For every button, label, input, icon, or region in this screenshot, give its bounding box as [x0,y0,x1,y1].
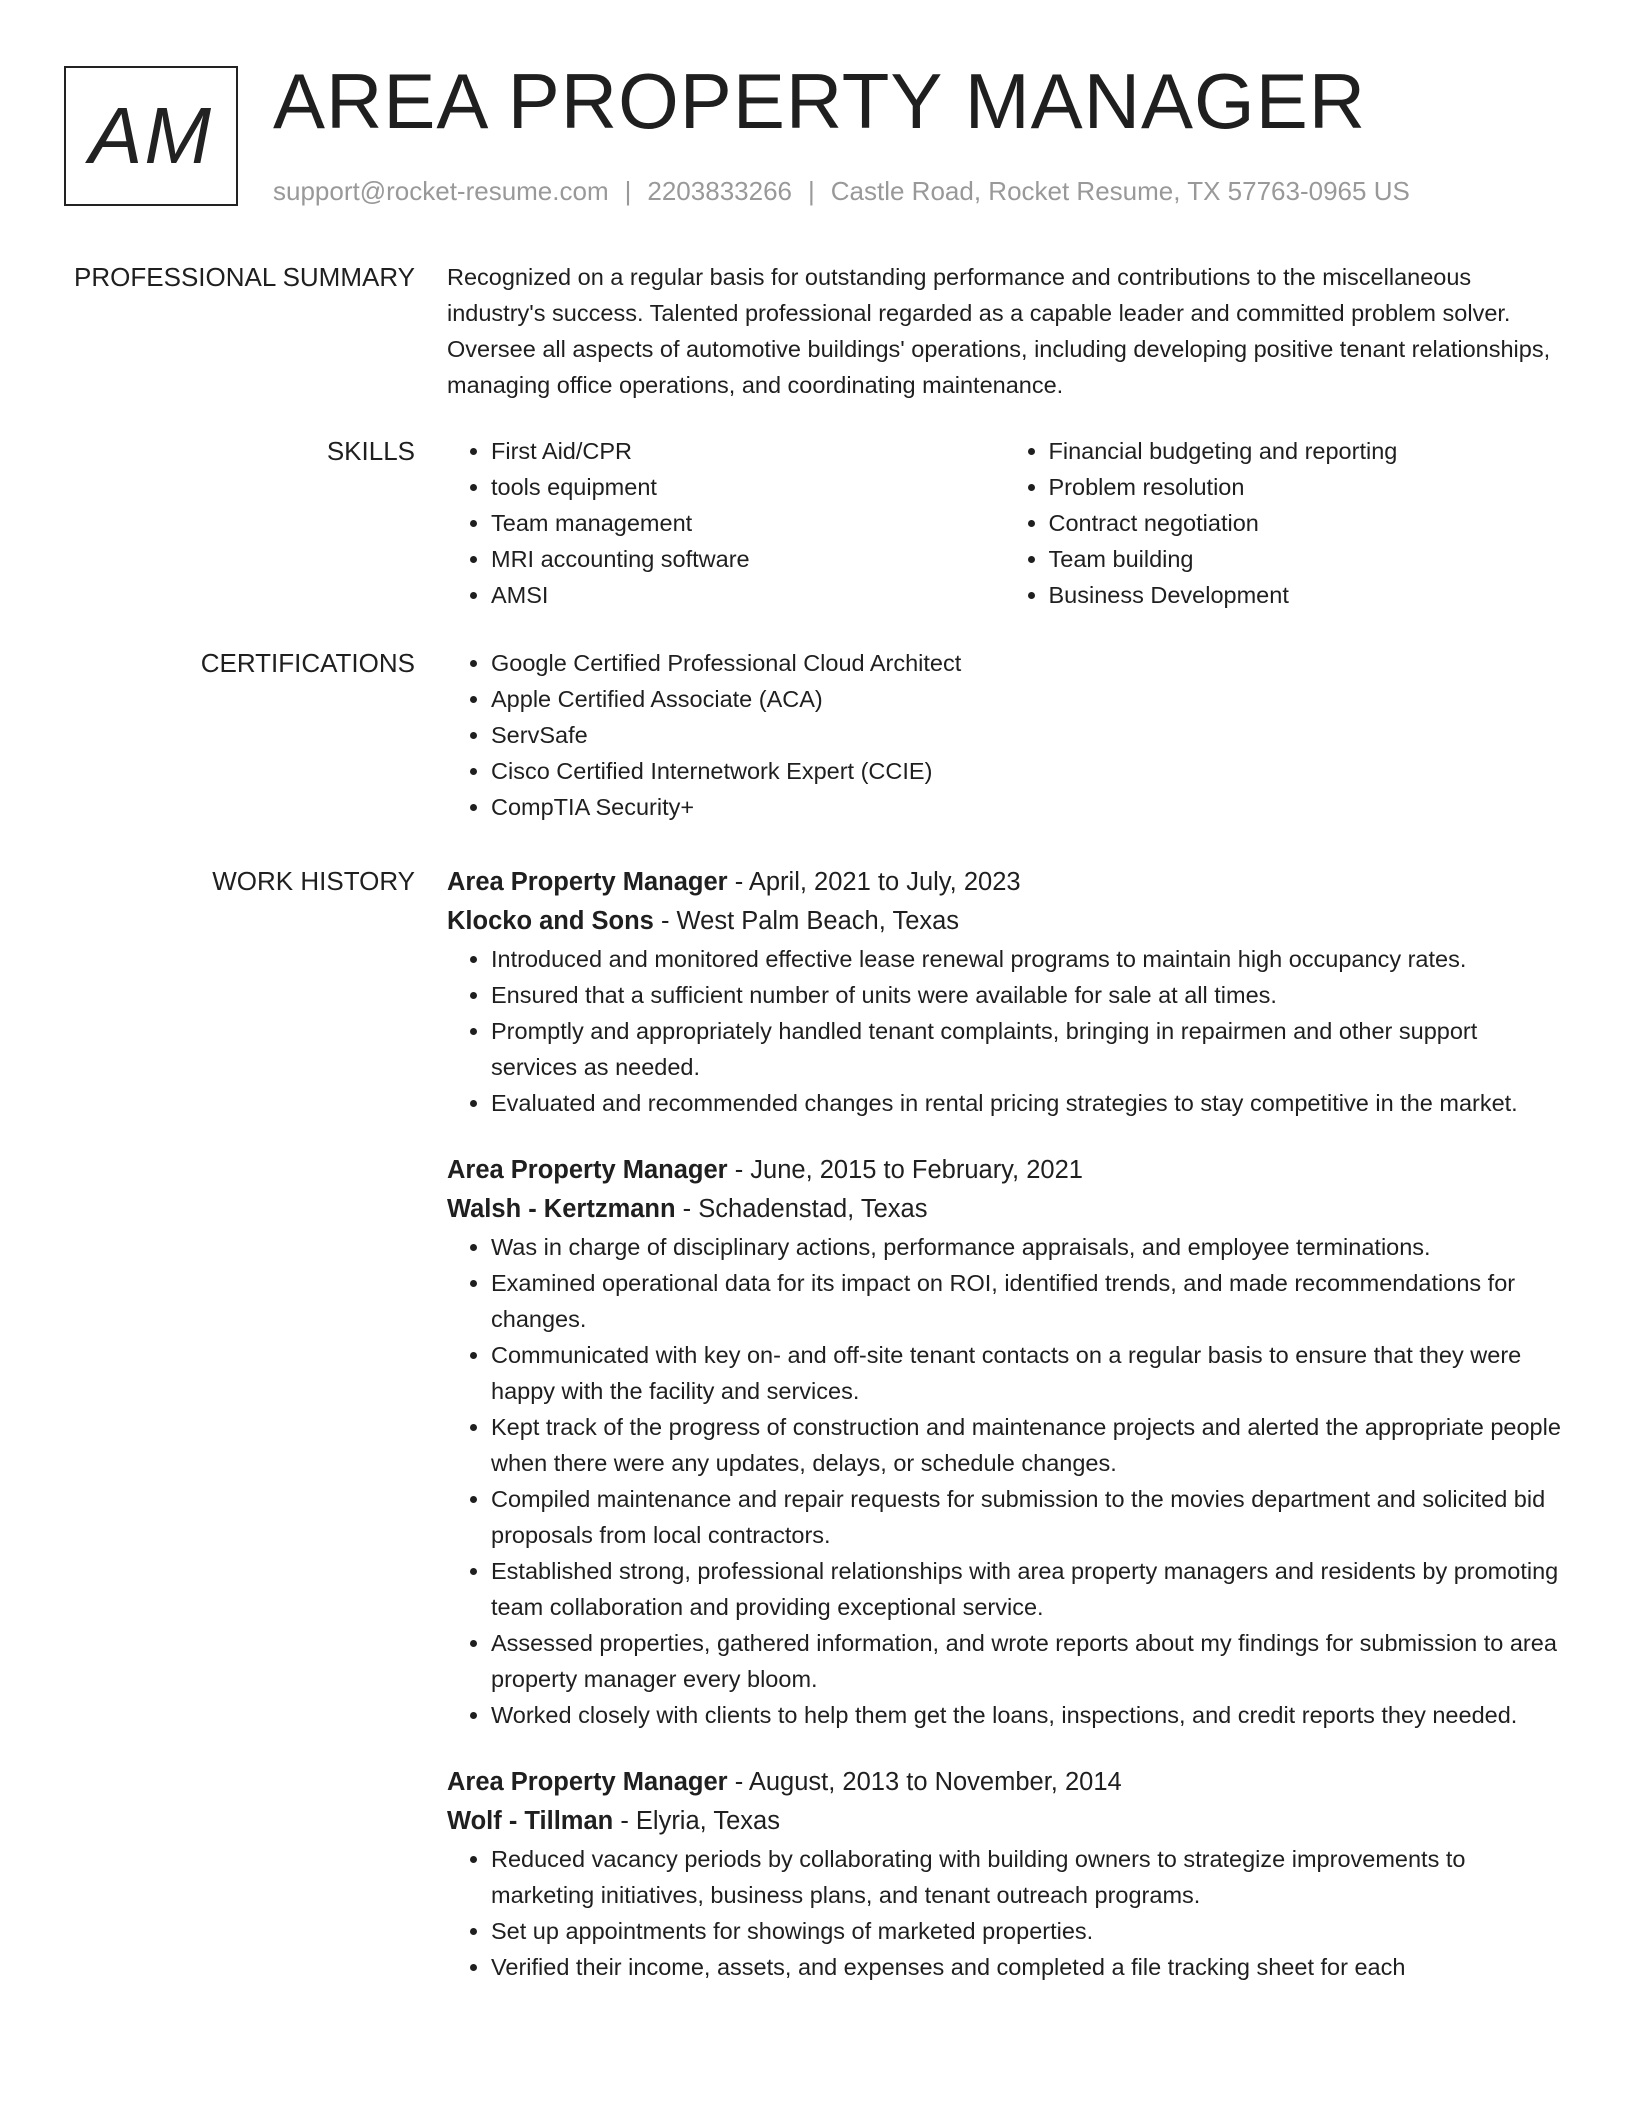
skills-content [447,433,1562,613]
skill-item: • Team building [1049,541,1563,577]
contact-address: Castle Road, Rocket Resume, TX 57763-0965 US [830,176,1410,206]
skills-list-left [447,433,1005,613]
job-bullet: • Introduced and monitored effective lease renewal programs to maintain high occupancy rates. [491,941,1562,977]
skill-item: • MRI accounting software [491,541,1005,577]
monogram-badge [64,66,238,206]
job-dates: - June, 2015 to February, 2021 [727,1156,1083,1184]
section-label-skills: SKILLS [326,436,415,466]
job-bullet: • Evaluated and recommended changes in rental pricing strategies to stay competitive in the market. [491,1085,1562,1121]
job-location: - Elyria, Texas [613,1807,780,1835]
skill-item: • AMSI [491,577,1005,613]
certification-item: • ServSafe [491,717,1562,753]
contact-email[interactable]: support@rocket-resume.com [273,176,609,206]
certifications-list [447,645,1562,825]
skill-item: • tools equipment [491,469,1005,505]
job-bullet: • Ensured that a sufficient number of units were available for sale at all times. [491,977,1562,1013]
certification-item: • Cisco Certified Internetwork Expert (CCIE) [491,753,1562,789]
job-bullet: • Kept track of the progress of construction and maintenance projects and alerted the appropriate people when there were any updates, delays, or schedule changes. [491,1409,1562,1481]
job-dates: - August, 2013 to November, 2014 [727,1768,1122,1796]
job-bullet: • Compiled maintenance and repair requests for submission to the movies department and solicited bid proposals from local contractors. [491,1481,1562,1553]
job-bullet: • Established strong, professional relationships with area property managers and residents by promoting team collaboration and providing exceptional service. [491,1553,1562,1625]
resume-name: AREA PROPERTY MANAGER [273,57,1367,145]
job-dates: - April, 2021 to July, 2023 [727,868,1021,896]
job-company: Klocko and Sons [447,907,654,935]
certification-item: • Apple Certified Associate (ACA) [491,681,1562,717]
job-bullet: • Verified their income, assets, and expenses and completed a file tracking sheet for each [491,1949,1562,1985]
certification-item: • CompTIA Security+ [491,789,1562,825]
job-company-line [447,902,1562,941]
skill-item: • First Aid/CPR [491,433,1005,469]
contact-separator: | [808,176,815,206]
job-company: Wolf - Tillman [447,1807,614,1835]
job-location: - West Palm Beach, Texas [653,907,960,935]
job-company-line [447,1190,1562,1229]
skill-item: • Business Development [1049,577,1563,613]
job-title: Area Property Manager [447,1156,728,1184]
skill-item: • Contract negotiation [1049,505,1563,541]
job-bullets [447,1229,1562,1733]
skill-item: • Team management [491,505,1005,541]
job-title-line [447,1763,1562,1802]
job-bullet: • Assessed properties, gathered information, and wrote reports about my findings for submission to area property manager every bloom. [491,1625,1562,1697]
contact-separator: | [624,176,632,206]
job-entry [447,1151,1562,1733]
job-location: - Schadenstad, Texas [675,1195,928,1223]
job-title: Area Property Manager [447,868,728,896]
contact-phone[interactable]: 2203833266 [647,176,792,206]
job-bullets [447,941,1562,1121]
section-label-certifications: CERTIFICATIONS [200,648,415,678]
work-history-content [447,863,1562,1985]
section-label-summary: PROFESSIONAL SUMMARY [74,262,415,292]
skill-item: • Financial budgeting and reporting [1049,433,1563,469]
job-title-line [447,1151,1562,1190]
certifications-content [447,645,1562,825]
job-bullet: • Worked closely with clients to help them get the loans, inspections, and credit reports they needed. [491,1697,1562,1733]
job-bullet: • Promptly and appropriately handled tenant complaints, bringing in repairmen and other support services as needed. [491,1013,1562,1085]
skill-item: • Problem resolution [1049,469,1563,505]
monogram-text: AM [89,91,213,180]
job-bullet: • Was in charge of disciplinary actions, performance appraisals, and employee terminations. [491,1229,1562,1265]
job-title: Area Property Manager [447,1768,728,1796]
skills-list-right [1005,433,1563,613]
job-bullets [447,1841,1562,1985]
job-entry [447,863,1562,1121]
job-company-line [447,1802,1562,1841]
job-bullet: • Set up appointments for showings of marketed properties. [491,1913,1562,1949]
summary-content [447,259,1562,403]
contact-line [273,176,1410,206]
section-label-work-history: WORK HISTORY [212,866,415,896]
job-title-line [447,863,1562,902]
job-bullet: • Communicated with key on- and off-site tenant contacts on a regular basis to ensure that they were happy with the facility and services. [491,1337,1562,1409]
job-bullet: • Reduced vacancy periods by collaborating with building owners to strategize improvements to marketing initiatives, business plans, and tenant outreach programs. [491,1841,1562,1913]
certification-item: • Google Certified Professional Cloud Architect [491,645,1562,681]
skills-grid [447,433,1562,613]
job-bullet: • Examined operational data for its impact on ROI, identified trends, and made recommendations for changes. [491,1265,1562,1337]
summary-text: Recognized on a regular basis for outstanding performance and contributions to the miscellaneous industry's success. Talented professional regarded as a capable leader and committed problem solver. Oversee all aspects of automotive buildings' operations, including developing positive tenant relationships, managing office operations, and coordinating maintenance. [447,264,1551,398]
job-company: Walsh - Kertzmann [447,1195,676,1223]
job-entry [447,1763,1562,1985]
